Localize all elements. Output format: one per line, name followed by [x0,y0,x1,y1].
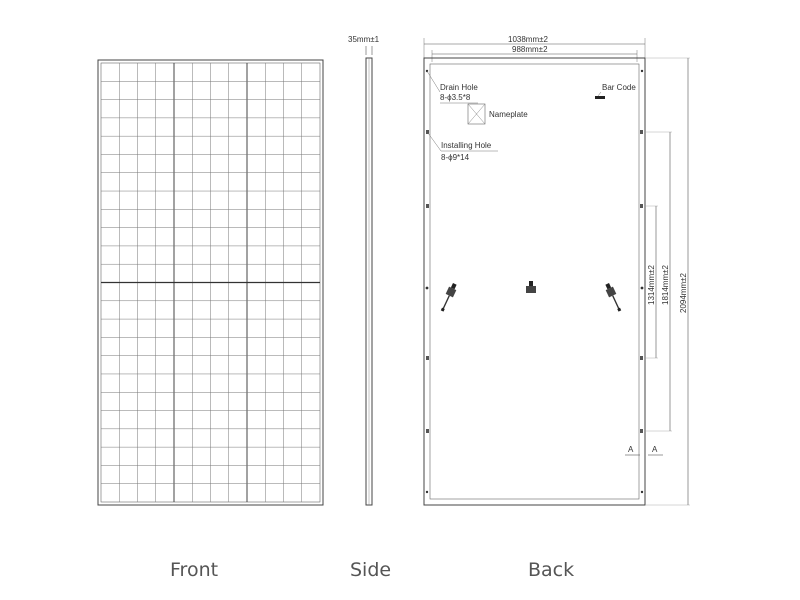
installing-hole-marker [640,356,643,360]
drain-hole-spec: 8-ϕ3.5*8 [440,93,471,102]
back-frame-inner [430,64,639,499]
nameplate-label: Nameplate [489,110,528,119]
overall-width-label: 1038mm±2 [508,35,548,44]
grounding-hole-marker [426,287,429,290]
junction-box-left [438,282,458,313]
section-mark-label: A [628,445,634,454]
grounding-hole-marker [641,287,644,290]
section-mark-label: A [652,445,658,454]
junction-box-right [604,282,624,313]
bar-code-mark [595,96,605,99]
drain-hole-marker [426,491,428,493]
drain-hole-marker [641,491,643,493]
installing-hole-marker [426,204,429,208]
back-view [424,35,690,505]
bar-code-leader [598,92,601,96]
bar-code-label: Bar Code [602,83,636,92]
installing-hole-marker [426,429,429,433]
installing-hole-spec: 8-ϕ9*14 [441,153,470,162]
drain-hole-marker [641,70,643,72]
span-2-label: 1814mm±2 [661,265,670,305]
back-frame-outer [424,58,645,505]
side-view-title: Side [350,559,392,581]
junction-box-center [526,281,536,293]
span-1-label: 1314mm±2 [647,265,656,305]
side-view [348,35,380,505]
drain-hole-leader [427,71,440,92]
front-view [98,60,323,505]
front-view-title: Front [170,559,219,581]
installing-hole-marker [640,204,643,208]
installing-hole-label: Installing Hole [441,141,492,150]
installing-hole-marker [426,356,429,360]
drain-hole-label: Drain Hole [440,83,478,92]
overall-length-label: 2094mm±2 [679,273,688,313]
installing-hole-marker [640,429,643,433]
installing-hole-marker [640,130,643,134]
inner-width-label: 988mm±2 [512,45,548,54]
side-thickness-label: 35mm±1 [348,35,380,44]
back-view-title: Back [528,559,575,581]
